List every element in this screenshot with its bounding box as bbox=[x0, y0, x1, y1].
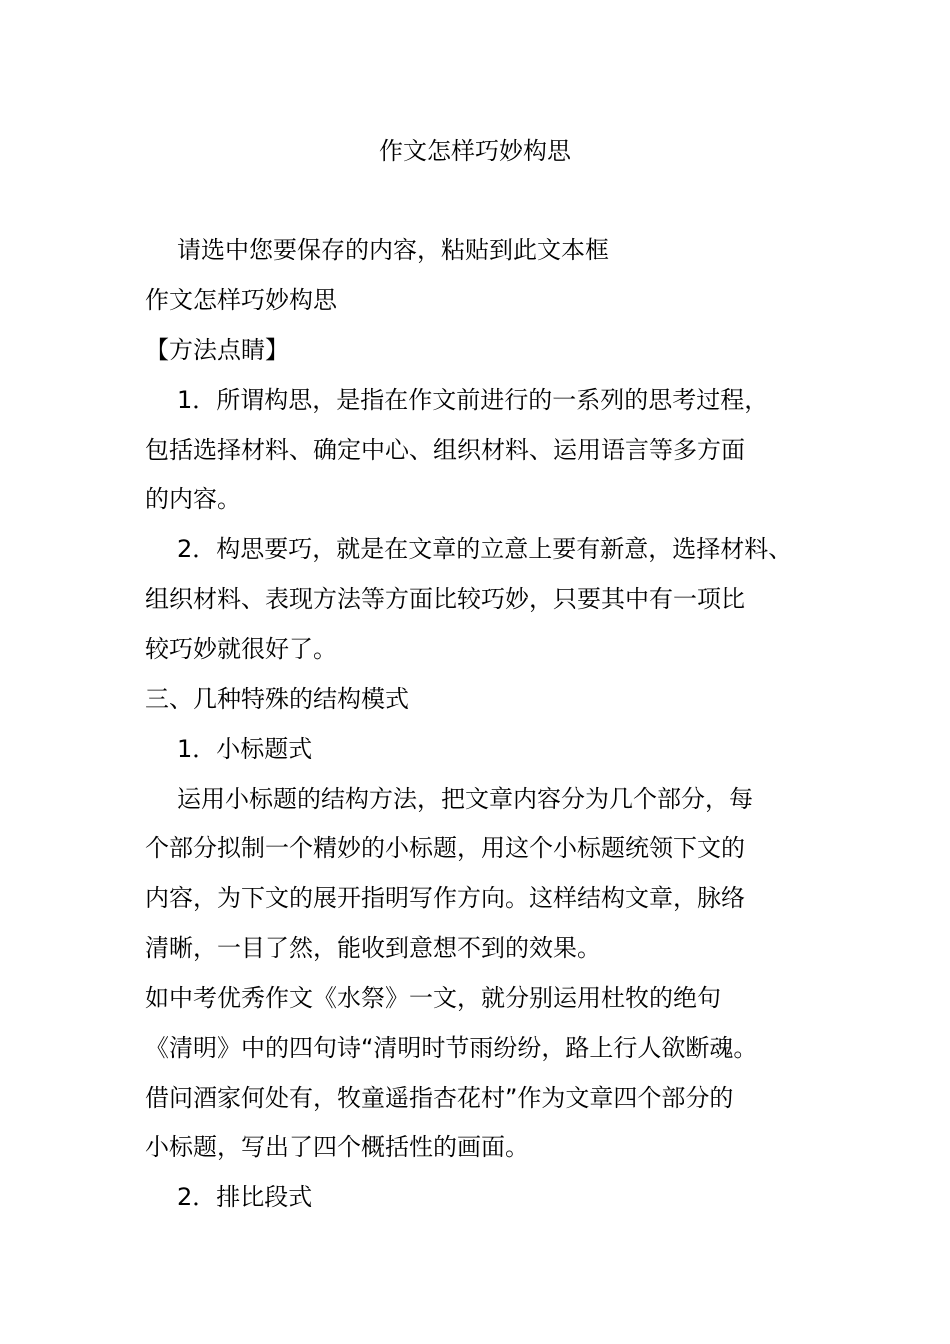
text-line: 2．构思要巧，就是在文章的立意上要有新意，选择材料、 bbox=[177, 535, 793, 563]
text-line-heading: 作文怎样巧妙构思 bbox=[145, 286, 337, 314]
text-line: 较巧妙就很好了。 bbox=[145, 635, 337, 663]
text-line: 借问酒家何处有，牧童遥指杏花村”作为文章四个部分的 bbox=[145, 1084, 734, 1112]
text-line-instruction: 请选中您要保存的内容，粘贴到此文本框 bbox=[177, 236, 609, 264]
text-line: 《清明》中的四句诗“清明时节雨纷纷，路上行人欲断魂。 bbox=[145, 1034, 758, 1062]
text-line-subheading: 2．排比段式 bbox=[177, 1183, 313, 1211]
text-line: 组织材料、表现方法等方面比较巧妙，只要其中有一项比 bbox=[145, 585, 745, 613]
text-line-section-label: 【方法点睛】 bbox=[145, 336, 289, 364]
text-line-section-heading: 三、几种特殊的结构模式 bbox=[145, 685, 409, 713]
text-line: 1．所谓构思，是指在作文前进行的一系列的思考过程， bbox=[177, 386, 769, 414]
text-line: 包括选择材料、确定中心、组织材料、运用语言等多方面 bbox=[145, 436, 745, 464]
text-line: 的内容。 bbox=[145, 485, 241, 513]
text-line: 清晰，一目了然，能收到意想不到的效果。 bbox=[145, 934, 601, 962]
text-line: 个部分拟制一个精妙的小标题，用这个小标题统领下文的 bbox=[145, 834, 745, 862]
text-line: 内容，为下文的展开指明写作方向。这样结构文章，脉络 bbox=[145, 884, 745, 912]
text-line: 运用小标题的结构方法，把文章内容分为几个部分，每 bbox=[177, 785, 753, 813]
text-line: 小标题，写出了四个概括性的画面。 bbox=[145, 1133, 529, 1161]
document-title: 作文怎样巧妙构思 bbox=[379, 137, 571, 165]
text-line-subheading: 1．小标题式 bbox=[177, 735, 313, 763]
text-line: 如中考优秀作文《水祭》一文，就分别运用杜牧的绝句 bbox=[145, 984, 721, 1012]
